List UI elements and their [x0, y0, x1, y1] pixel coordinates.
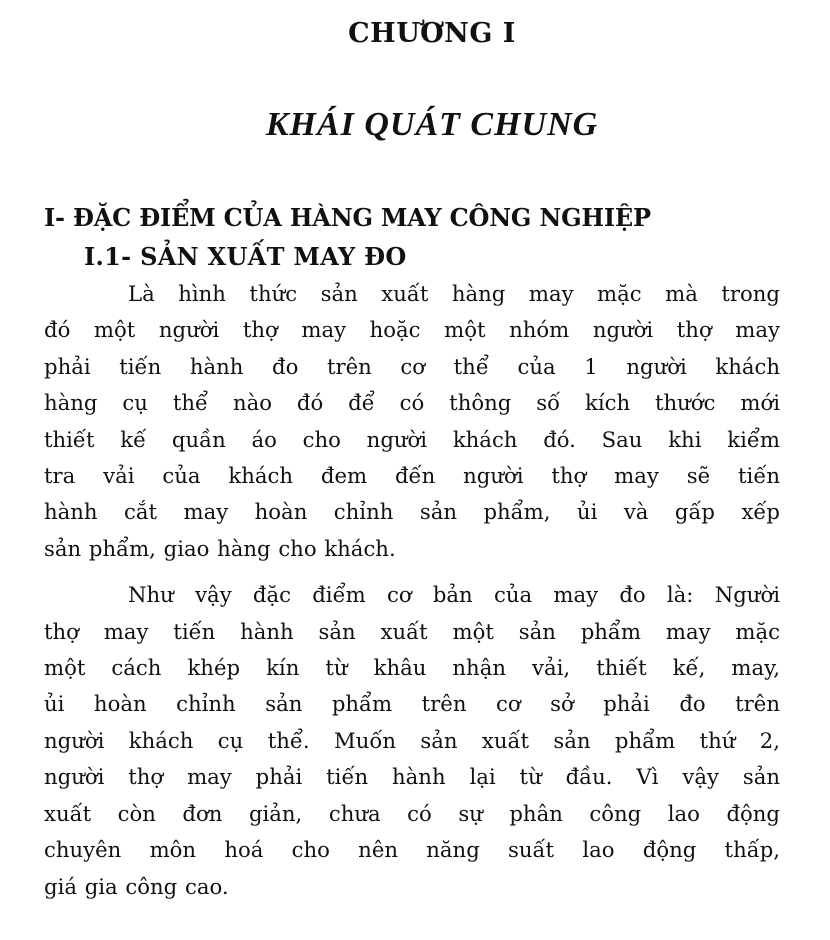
paragraph-line: người thợ may phải tiến hành lại từ đầu. Vì vậy sản [44, 764, 780, 790]
paragraph [44, 577, 780, 905]
paragraph-line: tra vải của khách đem đến người thợ may sẽ tiến [44, 463, 780, 489]
chapter-title: KHÁI QUÁT CHUNG [265, 106, 599, 143]
paragraph-line: Như vậy đặc điểm cơ bản của may đo là: Người [128, 582, 780, 608]
paragraph-line: hàng cụ thể nào đó để có thông số kích thước mới [44, 390, 780, 416]
paragraph-line: người khách cụ thể. Muốn sản xuất sản phẩm thứ 2, [44, 727, 780, 753]
paragraph-line: đó một người thợ may hoặc một nhóm người thợ may [44, 317, 780, 343]
paragraph-line: phải tiến hành đo trên cơ thể của 1 người khách [44, 353, 780, 379]
paragraph-line: sản phẩm, giao hàng cho khách. [44, 535, 396, 561]
paragraph-line: một cách khép kín từ khâu nhận vải, thiết kế, may, [44, 655, 780, 681]
paragraph-line: chuyên môn hoá cho nên năng suất lao động thấp, [44, 837, 780, 863]
paragraph-line: xuất còn đơn giản, chưa có sự phân công lao động [44, 800, 780, 826]
paragraph-line: thiết kế quần áo cho người khách đó. Sau khi kiểm [44, 426, 780, 452]
section-heading: I- ĐẶC ĐIỂM CỦA HÀNG MAY CÔNG NGHIỆP [44, 203, 651, 232]
paragraph-line: thợ may tiến hành sản xuất một sản phẩm may mặc [44, 618, 780, 644]
body-text [44, 276, 780, 905]
subsection-heading: I.1- SẢN XUẤT MAY ĐO [84, 242, 407, 271]
paragraph [44, 276, 780, 567]
paragraph-line: ủi hoàn chỉnh sản phẩm trên cơ sở phải đo trên [44, 691, 780, 717]
chapter-label: CHƯƠNG I [348, 18, 516, 49]
paragraph-line: Là hình thức sản xuất hàng may mặc mà trong [128, 281, 780, 306]
paragraph-line: hành cắt may hoàn chỉnh sản phẩm, ủi và gấp xếp [44, 499, 780, 525]
paragraph-line: giá gia công cao. [44, 873, 229, 899]
